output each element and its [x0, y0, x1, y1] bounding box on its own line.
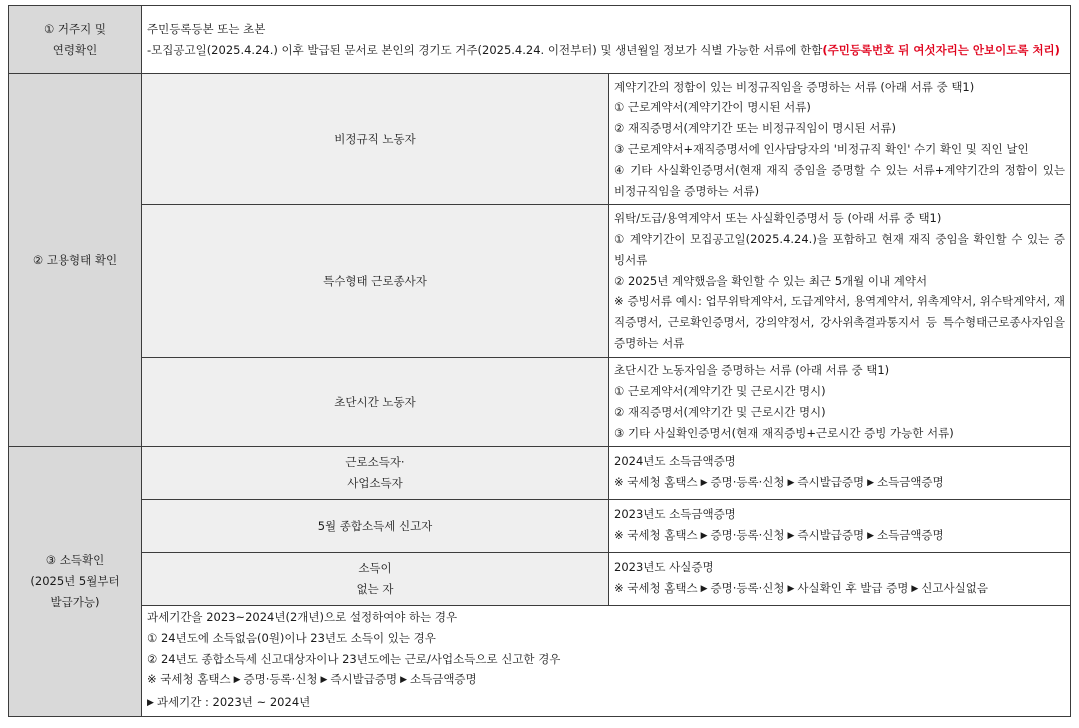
list-item: ③ 기타 사실확인증명서(현재 재직증빙+근로시간 증빙 가능한 서류) — [614, 425, 954, 440]
list-item: ※ 증빙서류 예시: 업무위탁계약서, 도급계약서, 용역계약서, 위촉계약서, 위수탁계약서, 재직증명서, 근로확인증명서, 강의약정서, 강사위촉결과통지서 등 특수형태근로종사자임을 증명하는 서류 — [614, 294, 1065, 350]
income-docs-none — [609, 553, 1071, 606]
arrow-right-icon: ▶ — [700, 584, 708, 594]
list-item: ① 근로계약서(계약기간이 명시된 서류) — [614, 100, 811, 115]
residence-doc-title: 주민등록등본 또는 초본 — [147, 21, 266, 36]
list-item: ④ 기타 사실확인증명서(현재 재직 중임을 증명할 수 있는 서류+계약기간의 정함이 있는 비정규직임을 증명하는 서류) — [614, 162, 1065, 198]
arrow-right-icon: ▶ — [700, 531, 708, 541]
path-step: 즉시발급증명 — [797, 475, 865, 489]
list-item: 위탁/도급/용역계약서 또는 사실확인증명서 등 (아래 서류 중 택1) — [614, 211, 942, 226]
document-table — [8, 5, 1071, 717]
employment-docs-irregular — [609, 74, 1071, 205]
path-step: 증명·등록·신청 — [710, 475, 785, 489]
income-doc-path — [614, 578, 1065, 601]
path-step: 증명·등록·신청 — [710, 528, 785, 542]
residence-doc-warning: (주민등록번호 뒤 여섯자리는 안보이도록 처리) — [822, 42, 1060, 57]
employment-docs-special — [609, 205, 1071, 358]
path-step: 증명·등록·신청 — [710, 581, 785, 595]
income-row-worker — [9, 447, 1071, 500]
arrow-right-icon: ▶ — [700, 478, 708, 488]
income-type-none — [142, 553, 609, 606]
income-type-worker-line2: 사업소득자 — [347, 476, 403, 490]
income-doc-title: 2024년도 소득금액증명 — [614, 454, 736, 469]
income-note-period: 과세기간 : 2023년 ~ 2024년 — [156, 695, 311, 710]
arrow-right-icon: ▶ — [320, 675, 328, 686]
residence-doc-cell — [142, 6, 1071, 74]
income-type-filer: 5월 종합소득세 신고자 — [142, 500, 609, 553]
list-item: ③ 근로계약서+재직증명서에 인사담당자의 '비정규직 확인' 수기 확인 및 직인 날인 — [614, 142, 1029, 156]
income-doc-path — [614, 472, 1065, 495]
income-note-path — [147, 669, 1065, 692]
employment-type-special: 특수형태 근로종사자 — [142, 205, 609, 358]
income-note-case2: ② 24년도 종합소득세 신고대상자이나 23년도에는 근로/사업소득으로 신고한 경우 — [147, 651, 561, 666]
income-doc-title: 2023년도 사실증명 — [614, 560, 714, 575]
arrow-right-icon: ▶ — [400, 675, 407, 686]
path-step: 즉시발급증명 — [330, 672, 398, 687]
path-step: 소득금액증명 — [410, 672, 477, 687]
income-type-worker — [142, 447, 609, 500]
list-item: ② 재직증명서(계약기간 및 근로시간 명시) — [614, 405, 826, 419]
income-type-none-line1: 소득이 — [358, 561, 392, 576]
list-item: ① 근로계약서(계약기간 및 근로시간 명시) — [614, 384, 826, 399]
arrow-right-icon: ▶ — [787, 478, 795, 488]
path-step: 증명·등록·신청 — [243, 672, 318, 687]
path-step: 소득금액증명 — [877, 528, 944, 542]
income-note — [142, 606, 1071, 717]
list-item: ① 계약기간이 모집공고일(2025.4.24.)을 포함하고 현재 재직 중임을 확인할 수 있는 증빙서류 — [614, 232, 1065, 267]
employment-label: ② 고용형태 확인 — [9, 74, 142, 447]
income-label-line3: 발급가능) — [50, 594, 100, 609]
income-label-line1: ③ 소득확인 — [45, 553, 105, 568]
employment-row-short — [9, 358, 1071, 447]
list-item: ② 2025년 계약했음을 확인할 수 있는 최근 5개월 이내 계약서 — [614, 273, 928, 288]
arrow-right-icon: ▶ — [787, 531, 795, 541]
employment-row-irregular — [9, 74, 1071, 205]
income-row-none — [9, 553, 1071, 606]
income-row-note — [9, 606, 1071, 717]
path-step: ※ 국세청 홈택스 — [614, 528, 698, 542]
path-step: 사실확인 후 발급 증명 — [797, 581, 909, 595]
list-item: 계약기간의 정함이 있는 비정규직임을 증명하는 서류 (아래 서류 중 택1) — [614, 79, 975, 94]
residence-row — [9, 6, 1071, 74]
income-docs-worker — [609, 447, 1071, 500]
income-row-filer — [9, 500, 1071, 553]
list-item: 초단시간 노동자임을 증명하는 서류 (아래 서류 중 택1) — [614, 363, 890, 378]
arrow-right-icon: ▶ — [867, 478, 874, 488]
income-docs-filer — [609, 500, 1071, 553]
employment-docs-short — [609, 358, 1071, 447]
arrow-right-icon: ▶ — [147, 698, 154, 709]
residence-doc-desc: -모집공고일(2025.4.24.) 이후 발급된 문서로 본인의 경기도 거주(2025.4.24. 이전부터) 및 생년월일 정보가 식별 가능한 서류에 한함 — [147, 42, 823, 57]
income-note-title: 과세기간을 2023~2024년(2개년)으로 설정하여야 하는 경우 — [147, 610, 458, 624]
list-item: ② 재직증명서(계약기간 또는 비정규직임이 명시된 서류) — [614, 121, 896, 136]
arrow-right-icon: ▶ — [233, 675, 241, 686]
path-step: 신고사실없음 — [921, 581, 988, 595]
path-step: ※ 국세청 홈택스 — [147, 672, 231, 687]
income-type-none-line2: 없는 자 — [356, 582, 394, 596]
employment-row-special — [9, 205, 1071, 358]
residence-label-line2: 연령확인 — [52, 42, 98, 57]
arrow-right-icon: ▶ — [787, 584, 795, 594]
path-step: 즉시발급증명 — [797, 528, 865, 542]
arrow-right-icon: ▶ — [911, 584, 919, 594]
income-note-case1: ① 24년도에 소득없음(0원)이나 23년도 소득이 있는 경우 — [147, 630, 436, 645]
residence-label — [9, 6, 142, 74]
income-note-period-line — [147, 692, 1065, 715]
employment-type-short: 초단시간 노동자 — [142, 358, 609, 447]
income-label — [9, 447, 142, 717]
income-type-worker-line1: 근로소득자· — [345, 455, 405, 470]
path-step: ※ 국세청 홈택스 — [614, 581, 698, 595]
employment-type-irregular: 비정규직 노동자 — [142, 74, 609, 205]
income-label-line2: (2025년 5월부터 — [30, 574, 120, 589]
residence-label-line1: ① 거주지 및 — [43, 21, 107, 36]
income-doc-path — [614, 525, 1065, 548]
path-step: ※ 국세청 홈택스 — [614, 475, 698, 489]
income-doc-title: 2023년도 소득금액증명 — [614, 507, 736, 522]
arrow-right-icon: ▶ — [867, 531, 874, 541]
path-step: 소득금액증명 — [877, 475, 944, 489]
